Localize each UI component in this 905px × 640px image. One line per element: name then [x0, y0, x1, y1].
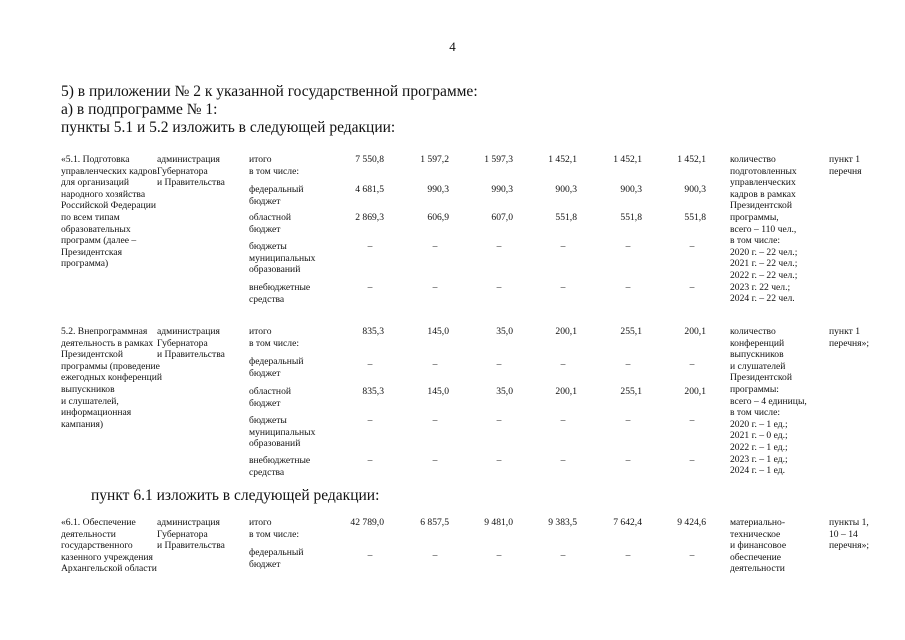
indicator-text: 2024 г. – 22 чел.	[730, 293, 795, 305]
extra-dash: –	[367, 282, 373, 293]
federal-value: 990,3	[427, 184, 449, 195]
activity-name: «5.1. Подготовка	[61, 154, 130, 165]
total-value: 1 452,1	[613, 154, 642, 165]
source-municipal: муниципальных	[249, 252, 316, 264]
activity-name: для организаций	[61, 177, 129, 189]
total-value: 1 597,3	[484, 154, 513, 165]
indicator-text: программы,	[730, 212, 779, 223]
federal-dash: –	[560, 550, 566, 561]
federal-value: 900,3	[555, 184, 577, 195]
indicator-text: техническое	[730, 528, 781, 540]
indicator-text: программы:	[730, 384, 779, 395]
source-total: итого	[249, 154, 272, 165]
total-value: 1 452,1	[548, 154, 577, 165]
regional-value: 835,3	[362, 386, 384, 397]
program-link: пункт 1	[829, 154, 860, 165]
federal-value: 4 681,5	[355, 184, 384, 195]
activity-name: по всем типам	[61, 212, 120, 223]
regional-value: 551,8	[620, 212, 642, 223]
source-regional: бюджет	[249, 223, 281, 235]
federal-dash: –	[625, 550, 631, 561]
municipal-dash: –	[432, 241, 438, 252]
indicator-text: всего – 110 чел.,	[730, 223, 797, 235]
federal-dash: –	[625, 359, 631, 370]
activity-name: Президентская	[61, 246, 123, 258]
indicator-text: количество	[730, 326, 776, 337]
indicator-text: 2021 г. – 0 ед.;	[730, 430, 788, 442]
source-extra: средства	[249, 466, 285, 478]
indicator-text: количество	[730, 154, 776, 165]
indicator-text: материально-	[730, 517, 786, 528]
intro-line-1: 5) в приложении № 2 к указанной государственной программе:	[61, 83, 478, 100]
source-extra: внебюджетные	[249, 282, 311, 293]
extra-dash: –	[496, 455, 502, 466]
total-value: 9 481,0	[484, 517, 513, 528]
municipal-dash: –	[625, 241, 631, 252]
extra-dash: –	[432, 282, 438, 293]
federal-dash: –	[432, 550, 438, 561]
regional-value: 606,9	[427, 212, 449, 223]
regional-value: 35,0	[496, 386, 513, 397]
regional-value: 551,8	[684, 212, 706, 223]
regional-value: 145,0	[427, 386, 449, 397]
program-link: пункт 1	[829, 326, 860, 337]
activity-name: ежегодных конференций	[61, 372, 163, 384]
indicator-text: всего – 4 единицы,	[730, 395, 807, 407]
activity-name: кампания)	[61, 418, 104, 430]
municipal-dash: –	[367, 415, 373, 426]
activity-name: управленческих кадров	[61, 165, 157, 177]
source-municipal: образований	[249, 264, 301, 276]
program-link: 10 – 14	[829, 528, 858, 540]
activity-name: Президентской	[61, 349, 123, 361]
extra-dash: –	[625, 282, 631, 293]
activity-name: программы (проведение	[61, 360, 160, 372]
activity-name: деятельность в рамках	[61, 337, 154, 349]
activity-name: «6.1. Обеспечение	[61, 517, 136, 528]
source-including: в том числе:	[249, 529, 300, 540]
total-value: 9 383,5	[548, 517, 577, 528]
extra-dash: –	[367, 455, 373, 466]
indicator-text: управленческих	[730, 177, 796, 189]
indicator-text: обеспечение	[730, 551, 782, 563]
source-federal: бюджет	[249, 195, 281, 207]
federal-dash: –	[367, 359, 373, 370]
extra-dash: –	[689, 282, 695, 293]
municipal-dash: –	[560, 415, 566, 426]
activity-name: выпускников	[61, 384, 115, 395]
federal-dash: –	[432, 359, 438, 370]
federal-value: 900,3	[620, 184, 642, 195]
intro-line-3: пункты 5.1 и 5.2 изложить в следующей редакции:	[61, 119, 396, 136]
federal-value: 900,3	[684, 184, 706, 195]
source-total: итого	[249, 517, 272, 528]
source-regional: областной	[249, 386, 292, 397]
activity-name: Архангельской области	[61, 563, 157, 575]
source-municipal: образований	[249, 438, 301, 450]
source-total: итого	[249, 326, 272, 337]
indicator-text: 2023 г. 22 чел.;	[730, 281, 791, 293]
total-value: 35,0	[496, 326, 513, 337]
activity-name: Российской Федерации	[61, 200, 156, 212]
source-municipal: бюджеты	[249, 241, 287, 252]
activity-name: 5.2. Внепрограммная	[61, 326, 148, 337]
paragraph-6-1-heading: пункт 6.1 изложить в следующей редакции:	[91, 487, 380, 504]
federal-dash: –	[367, 550, 373, 561]
executor: и Правительства	[157, 540, 225, 552]
source-federal: федеральный	[249, 547, 304, 558]
total-value: 7 550,8	[355, 154, 384, 165]
source-regional: областной	[249, 212, 292, 223]
activity-name: программ (далее –	[61, 235, 137, 247]
total-value: 1 597,2	[420, 154, 449, 165]
source-including: в том числе:	[249, 338, 300, 349]
regional-value: 607,0	[491, 212, 513, 223]
program-link: пункты 1,	[829, 517, 869, 528]
activity-name: деятельности	[61, 528, 116, 540]
source-municipal: бюджеты	[249, 415, 287, 426]
regional-value: 2 869,3	[355, 212, 384, 223]
activity-name: образовательных	[61, 223, 131, 235]
indicator-text: и финансовое	[730, 540, 787, 552]
indicator-text: в том числе:	[730, 407, 781, 419]
extra-dash: –	[560, 282, 566, 293]
indicator-text: 2022 г. – 1 ед.;	[730, 442, 788, 453]
regional-value: 255,1	[620, 386, 642, 397]
source-municipal: муниципальных	[249, 426, 316, 438]
total-value: 9 424,6	[677, 517, 706, 528]
executor: Губернатора	[157, 337, 208, 349]
source-extra: внебюджетные	[249, 455, 311, 466]
indicator-text: 2024 г. – 1 ед.	[730, 465, 786, 477]
indicator-text: и слушателей	[730, 360, 786, 372]
federal-dash: –	[560, 359, 566, 370]
activity-name: народного хозяйства	[61, 188, 146, 200]
activity-name: информационная	[61, 407, 132, 419]
indicator-text: кадров в рамках	[730, 188, 796, 200]
source-including: в том числе:	[249, 166, 300, 177]
total-value: 200,1	[555, 326, 577, 337]
total-value: 1 452,1	[677, 154, 706, 165]
municipal-dash: –	[496, 241, 502, 252]
indicator-text: 2022 г. – 22 чел.;	[730, 270, 798, 281]
federal-dash: –	[496, 359, 502, 370]
extra-dash: –	[560, 455, 566, 466]
source-federal: федеральный	[249, 184, 304, 195]
intro-line-2: а) в подпрограмме № 1:	[61, 101, 218, 118]
regional-value: 200,1	[555, 386, 577, 397]
municipal-dash: –	[560, 241, 566, 252]
regional-value: 551,8	[555, 212, 577, 223]
total-value: 6 857,5	[420, 517, 449, 528]
municipal-dash: –	[432, 415, 438, 426]
indicator-text: Президентской	[730, 200, 792, 212]
total-value: 255,1	[620, 326, 642, 337]
executor: и Правительства	[157, 349, 225, 361]
total-value: 7 642,4	[613, 517, 642, 528]
indicator-text: 2020 г. – 1 ед.;	[730, 418, 788, 430]
activity-name: программа)	[61, 258, 109, 270]
indicator-text: в том числе:	[730, 235, 781, 247]
source-federal: федеральный	[249, 356, 304, 367]
extra-dash: –	[625, 455, 631, 466]
source-federal: бюджет	[249, 367, 281, 379]
total-value: 200,1	[684, 326, 706, 337]
page-number: 4	[449, 39, 456, 54]
indicator-text: подготовленных	[730, 165, 797, 177]
extra-dash: –	[689, 455, 695, 466]
indicator-text: деятельности	[730, 563, 785, 575]
activity-name: казенного учреждения	[61, 551, 153, 563]
federal-dash: –	[689, 359, 695, 370]
program-link: перечня»;	[829, 337, 870, 349]
federal-dash: –	[689, 550, 695, 561]
municipal-dash: –	[367, 241, 373, 252]
source-regional: бюджет	[249, 397, 281, 409]
indicator-text: конференций	[730, 337, 785, 349]
activity-name: государственного	[61, 540, 133, 552]
program-link: перечня	[829, 165, 862, 177]
source-federal: бюджет	[249, 558, 281, 570]
municipal-dash: –	[496, 415, 502, 426]
source-extra: средства	[249, 293, 285, 305]
executor: Губернатора	[157, 528, 208, 540]
federal-dash: –	[496, 550, 502, 561]
extra-dash: –	[432, 455, 438, 466]
executor: администрация	[157, 154, 220, 165]
program-link: перечня»;	[829, 540, 870, 552]
indicator-text: 2023 г. – 1 ед.;	[730, 453, 788, 465]
total-value: 42 789,0	[350, 517, 384, 528]
municipal-dash: –	[689, 241, 695, 252]
indicator-text: Президентской	[730, 372, 792, 384]
municipal-dash: –	[689, 415, 695, 426]
executor: администрация	[157, 517, 220, 528]
indicator-text: выпускников	[730, 349, 784, 361]
executor: администрация	[157, 326, 220, 337]
total-value: 835,3	[362, 326, 384, 337]
federal-value: 990,3	[491, 184, 513, 195]
executor: и Правительства	[157, 177, 225, 189]
indicator-text: 2020 г. – 22 чел.;	[730, 246, 798, 258]
municipal-dash: –	[625, 415, 631, 426]
extra-dash: –	[496, 282, 502, 293]
regional-value: 200,1	[684, 386, 706, 397]
indicator-text: 2021 г. – 22 чел.;	[730, 258, 798, 270]
activity-name: и слушателей,	[61, 395, 119, 407]
total-value: 145,0	[427, 326, 449, 337]
executor: Губернатора	[157, 165, 208, 177]
